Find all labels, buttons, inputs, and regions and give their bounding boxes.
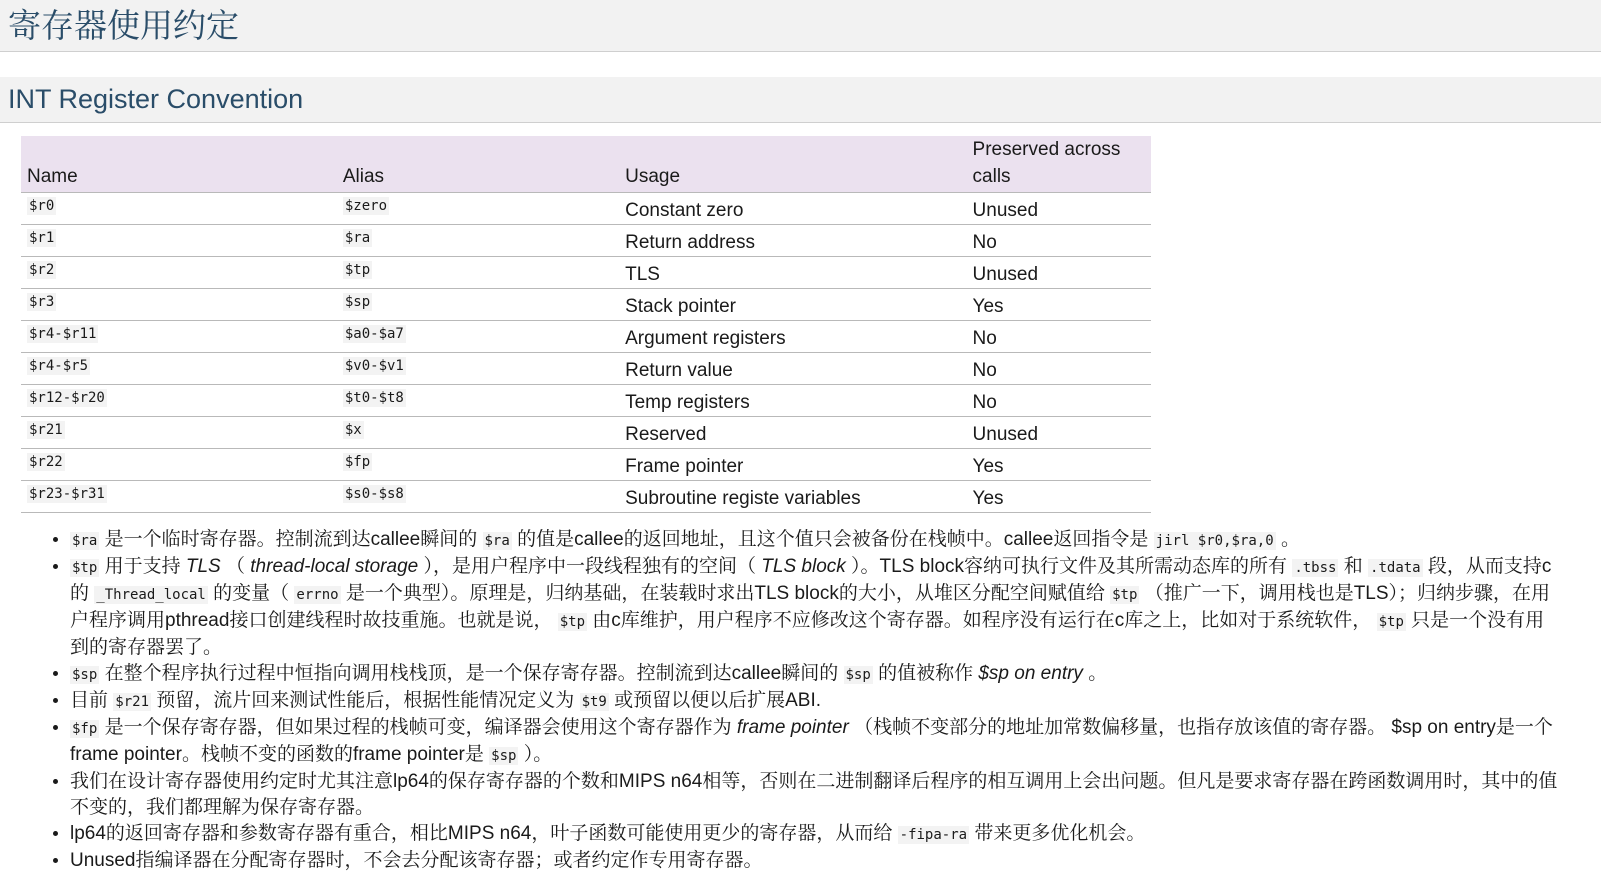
cell-name [21,193,337,225]
inline-code: .tbss [1294,560,1337,576]
note-text: Unused指编译器在分配寄存器时，不会去分配该寄存器；或者约定作专用寄存器。 [70,850,763,871]
cell-usage: Temp registers [619,385,966,417]
register-name: $r21 [29,422,63,438]
spacer [0,52,1601,77]
cell-preserved: No [967,353,1151,385]
register-name: $r22 [29,454,63,470]
cell-preserved: Unused [967,193,1151,225]
table-row [21,385,1151,417]
header-name: Name [21,136,337,193]
inline-code: .tdata [1370,560,1421,576]
table-header-row [21,136,1151,193]
notes-list [0,527,1560,874]
inline-code: $r21 [115,694,149,710]
cell-alias [337,417,619,449]
register-name: $r2 [29,262,55,278]
register-name: $r12-$r20 [29,390,105,406]
cell-name [21,289,337,321]
inline-code: $sp [491,748,517,764]
cell-preserved: Unused [967,257,1151,289]
note-text: （ [220,556,251,577]
note-text: ），是用户程序中一段线程独有的空间（ [418,556,762,577]
cell-alias [337,257,619,289]
cell-usage: Constant zero [619,193,966,225]
note-text: 或预留以便以后扩展ABI. [608,690,822,711]
inline-code: $t9 [581,694,607,710]
cell-alias [337,353,619,385]
inline-code: $sp [72,667,98,683]
cell-alias [337,193,619,225]
inline-code: $tp [72,560,98,576]
note-text: ）。TLS block容纳可执行文件及其所需动态库的所有 [845,556,1293,577]
note-text: 带来更多优化机会。 [969,823,1146,844]
note-text: 只是一个没有用到的寄存器罢了。 [70,610,1545,658]
cell-usage: Argument registers [619,321,966,353]
cell-preserved: No [967,385,1151,417]
cell-usage: Return address [619,225,966,257]
cell-alias [337,225,619,257]
register-convention-table [21,136,1151,513]
table-row [21,257,1151,289]
register-alias: $fp [344,454,371,470]
header-alias: Alias [337,136,619,193]
note-text: 。 [1082,663,1108,684]
cell-name [21,225,337,257]
cell-name [21,353,337,385]
note-text: lp64的返回寄存器和参数寄存器有重合，相比MIPS n64，叶子函数可能使用更少的寄存器，从而给 [70,823,898,844]
cell-usage: Frame pointer [619,449,966,481]
note-emphasis: thread-local storage [250,556,419,577]
cell-name [21,257,337,289]
inline-code: $ra [72,533,98,549]
note-text: 和 [1338,556,1369,577]
table-row [21,417,1151,449]
inline-code: $tp [1378,614,1404,630]
cell-preserved: Yes [967,481,1151,513]
cell-name [21,481,337,513]
inline-code: $tp [559,614,586,630]
inline-code: jirl $r0,$ra,0 [1155,533,1274,549]
inline-code: $fp [72,721,98,737]
note-text: （栈帧不变部分的地址加常数偏移量，也指存放该值的寄存器。 $sp on entry是一个frame pointer。栈帧不变的函数的frame pointer是 [70,717,1553,765]
header-preserved: Preserved across calls [967,136,1151,193]
note-text: 。 [1275,529,1300,550]
register-alias: $zero [344,198,388,214]
inline-code: _Thread_local [96,587,206,603]
note-text: 段，从而支持c的 [70,556,1552,604]
cell-preserved: No [967,321,1151,353]
cell-usage: Return value [619,353,966,385]
note-text: ）。 [518,744,553,765]
note-text: 预留，流片回来测试性能后，根据性能情况定义为 [151,690,580,711]
table-row [21,353,1151,385]
list-item [70,554,1560,661]
cell-alias [337,385,619,417]
cell-preserved: Yes [967,289,1151,321]
cell-preserved: Yes [967,449,1151,481]
register-name: $r4-$r11 [29,326,97,342]
cell-name [21,449,337,481]
list-item [70,715,1560,769]
note-text: （推广一下，调用栈也是TLS）；归纳步骤，在用户程序调用pthread接口创建线程时故技重施。也就是说， [70,583,1551,631]
cell-alias [337,449,619,481]
register-name: $r3 [29,294,55,310]
register-alias: $x [344,422,362,438]
table-row [21,193,1151,225]
cell-preserved: Unused [967,417,1151,449]
page-title: 寄存器使用约定 [0,0,1601,52]
register-name: $r23-$r31 [29,486,105,502]
section-title: INT Register Convention [0,77,1601,123]
table-row [21,289,1151,321]
list-item [70,848,1560,874]
cell-alias [337,321,619,353]
note-text: 的变量（ [207,583,295,604]
register-alias: $s0-$s8 [344,486,404,502]
list-item [70,527,1560,554]
inline-code: $sp [845,667,871,683]
note-text: 的值是callee的返回地址，且这个值只会被备份在栈帧中。callee返回指令是 [511,529,1154,550]
table-row [21,225,1151,257]
inline-code: $tp [1112,587,1138,603]
register-name: $r0 [29,198,55,214]
cell-usage: Subroutine registe variables [619,481,966,513]
cell-usage: Stack pointer [619,289,966,321]
table-row [21,481,1151,513]
cell-name [21,385,337,417]
note-text: 的值被称作 [872,663,979,684]
inline-code: errno [296,587,339,603]
note-emphasis: frame pointer [736,717,849,738]
note-emphasis: $sp on entry [978,663,1083,684]
register-alias: $v0-$v1 [344,358,404,374]
register-alias: $sp [344,294,371,310]
cell-usage: TLS [619,257,966,289]
note-emphasis: TLS block [761,556,846,577]
cell-alias [337,481,619,513]
table-row [21,321,1151,353]
list-item [70,821,1560,848]
cell-usage: Reserved [619,417,966,449]
note-text: 目前 [70,690,114,711]
header-usage: Usage [619,136,966,193]
cell-name [21,321,337,353]
register-alias: $t0-$t8 [344,390,404,406]
note-text: 是一个典型）。原理是，归纳基础，在装载时求出TLS block的大小，从堆区分配空间赋值给 [340,583,1111,604]
register-alias: $a0-$a7 [344,326,404,342]
register-alias: $ra [344,230,371,246]
note-text: 我们在设计寄存器使用约定时尤其注意lp64的保存寄存器的个数和MIPS n64相等，否则在二进制翻译后程序的相互调用上会出问题。但凡是要求寄存器在跨函数调用时，其中的值不变的，我们都理解为保存寄存器。 [70,771,1558,818]
register-name: $r4-$r5 [29,358,89,374]
note-text: 用于支持 [99,556,186,577]
list-item [70,769,1560,821]
note-text: 是一个保存寄存器，但如果过程的栈帧可变，编译器会使用这个寄存器作为 [99,717,737,738]
register-name: $r1 [29,230,55,246]
cell-preserved: No [967,225,1151,257]
note-text: 在整个程序执行过程中恒指向调用栈栈顶，是一个保存寄存器。控制流到达callee瞬间的 [99,663,844,684]
table-row [21,449,1151,481]
register-alias: $tp [344,262,371,278]
inline-code: -fipa-ra [899,827,968,843]
cell-alias [337,289,619,321]
note-emphasis: TLS [185,556,221,577]
list-item [70,688,1560,715]
cell-name [21,417,337,449]
inline-code: $ra [484,533,510,549]
note-text: 由c库维护，用户程序不应修改这个寄存器。如程序没有运行在c库之上，比如对于系统软件， [587,610,1377,631]
note-text: 是一个临时寄存器。控制流到达callee瞬间的 [99,529,483,550]
list-item [70,661,1560,688]
